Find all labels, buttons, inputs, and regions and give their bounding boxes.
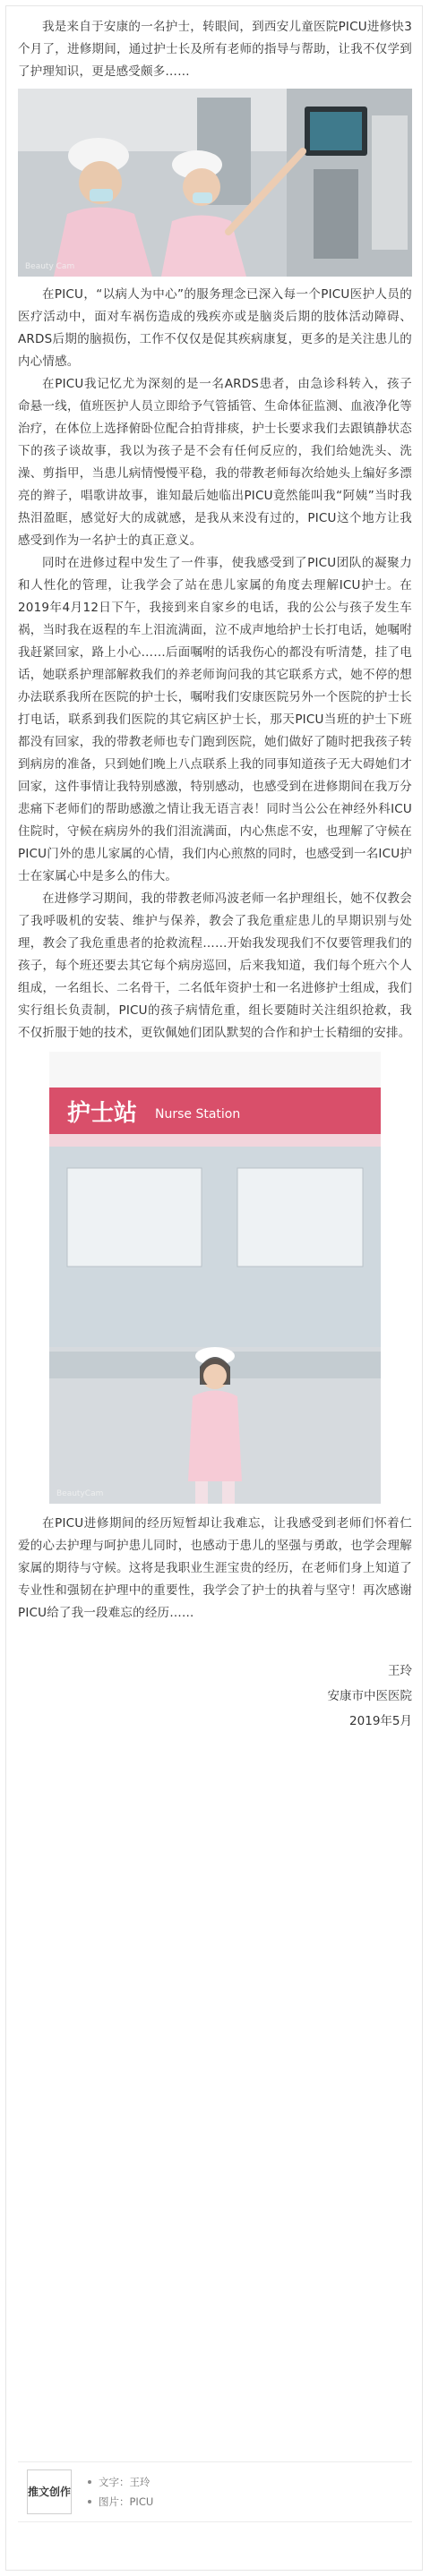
credits-list [88,2472,153,2512]
credit-text: 文字：王玲 [99,2476,150,2488]
credits-box [18,2461,412,2522]
photo-nurses-at-monitor [18,89,412,277]
svg-text:Nurse Station: Nurse Station [155,1107,241,1122]
paragraph-intro: 我是来自于安康的一名护士，转眼间，到西安儿童医院PICU进修快3个月了，进修期间，通过护士长及所有老师的指导与帮助，让我不仅学到了护理知识，更是感受颇多…… [18,20,412,79]
author-hospital: 安康市中医医院 [327,1689,412,1703]
paragraph-ards-patient: 在PICU我记忆尤为深刻的是一名ARDS患者，由急诊科转入，孩子命悬一线，值班医护人员立即给予气管插管、生命体征监测、血液净化等治疗，在体位上选择俯卧位配合拍背排痰，护士长要求我们去跟镇静状态下的孩子谈故事，我以为孩子是不会有任何反应的，我们给她洗头、洗澡、剪指甲，当患儿病情慢慢平稳，我的带教老师每次给她头上编好多漂亮的辫子，唱歌讲故事，谁知最后她临出PICU竟然能叫我“阿姨”当时我热泪盈眶，感觉好大的成就感，是我从来没有过的，PICU这个地方让我感受到作为一名护士的真正意义。 [18,377,412,548]
paragraph-service-concept: 在PICU，“以病人为中心”的服务理念已深入每一个PICU医护人员的医疗活动中，面对车祸伤造成的残疾亦或是脑炎后期的肢体活动障碍、ARDS后期的脑损伤，工作不仅仅是促其疾病康复，更多的是关注患儿的内心情感。 [18,287,412,369]
photo-watermark-2: BeautyCam [56,1489,104,1498]
photo-watermark: Beauty Cam [25,262,75,271]
credit-item-photo [88,2492,153,2512]
bullet-icon [88,2500,91,2503]
bullet-icon [88,2480,91,2484]
article-body [18,16,412,1734]
paragraph-team-story: 同时在进修过程中发生了一件事，使我感受到了PICU团队的凝聚力和人性化的管理，让我学会了站在患儿家属的角度去理解ICU护士。在2019年4月12日下午，我接到来自家乡的电话，我的公公与孩子发生车祸，当时我在返程的车上泪流满面，泣不成声地给护士长打电话，她嘱咐我赶紧回家，路上小心……后面嘱咐的话我伤心的都没有听清楚，挂了电话，她联系护理部解救我们的养老师询问我的其它联系方式，她不停的想办法联系我所在医院的护士长，嘱咐我们安康医院另外一个医院的护士长打电话，联系到我们医院的其它病区护士长，那天PICU当班的护士下班都没有回家，我的带教老师也专门跑到医院，她们做好了随时把我孩子转到病房的准备，只到她们晚上八点联系上我的同事知道孩子无大碍她们才回家，这件事情让我特别感激，特别感动，也感受到在进修期间在我万分悲痛下老师们的帮助感激之情让我无语言表！同时当公公在神经外科ICU住院时，守候在病房外的我们泪流满面，内心焦虑不安，也理解了守候在PICU门外的患儿家属的心情，我们内心煎熬的同时，也感受到一名ICU护士在家属心中是多么的伟大。 [18,556,412,883]
credit-item-text [88,2472,153,2492]
photo-nurse-station-illustration [49,1052,381,1504]
author-name: 王玲 [388,1664,412,1678]
svg-text:护士站: 护士站 [67,1100,138,1127]
credits-tag: 推文创作 [27,2469,72,2514]
photo-nurse-station [49,1052,381,1504]
paragraph-conclusion: 在PICU进修期间的经历短暂却让我难忘，让我感受到老师们怀着仁爱的心去护理与呵护患儿同时，也感动于患儿的坚强与勇敢，也学会理解家属的期待与守候。这将是我职业生涯宝贵的经历，在老师们身上知道了专业性和强韧在护理中的重要性，我学会了护士的执着与坚守！再次感谢PICU给了我一段难忘的经历…… [18,1516,412,1620]
author-date: 2019年5月 [349,1714,412,1728]
paragraph-training: 在进修学习期间，我的带教老师冯波老师一名护理组长，她不仅教会了我呼吸机的安装、维护与保养，教会了我危重症患儿的早期识别与处理，教会了我危重患者的抢救流程……开始我发现我们不仅要管理我们的孩子，每个班还要去其它每个病房巡回，后来我知道，我们每个班六个人组成，一名组长、二名骨干，二名低年资护士和一名进修护士组成，我们实行组长负责制，PICU的孩子病情危重，组长要随时关注组织抢救，我不仅折服于她的技术，更钦佩她们团队默契的合作和护士长精细的安排。 [18,891,412,1040]
photo-nurses-illustration [18,89,412,277]
credit-photo: 图片：PICU [99,2495,154,2508]
